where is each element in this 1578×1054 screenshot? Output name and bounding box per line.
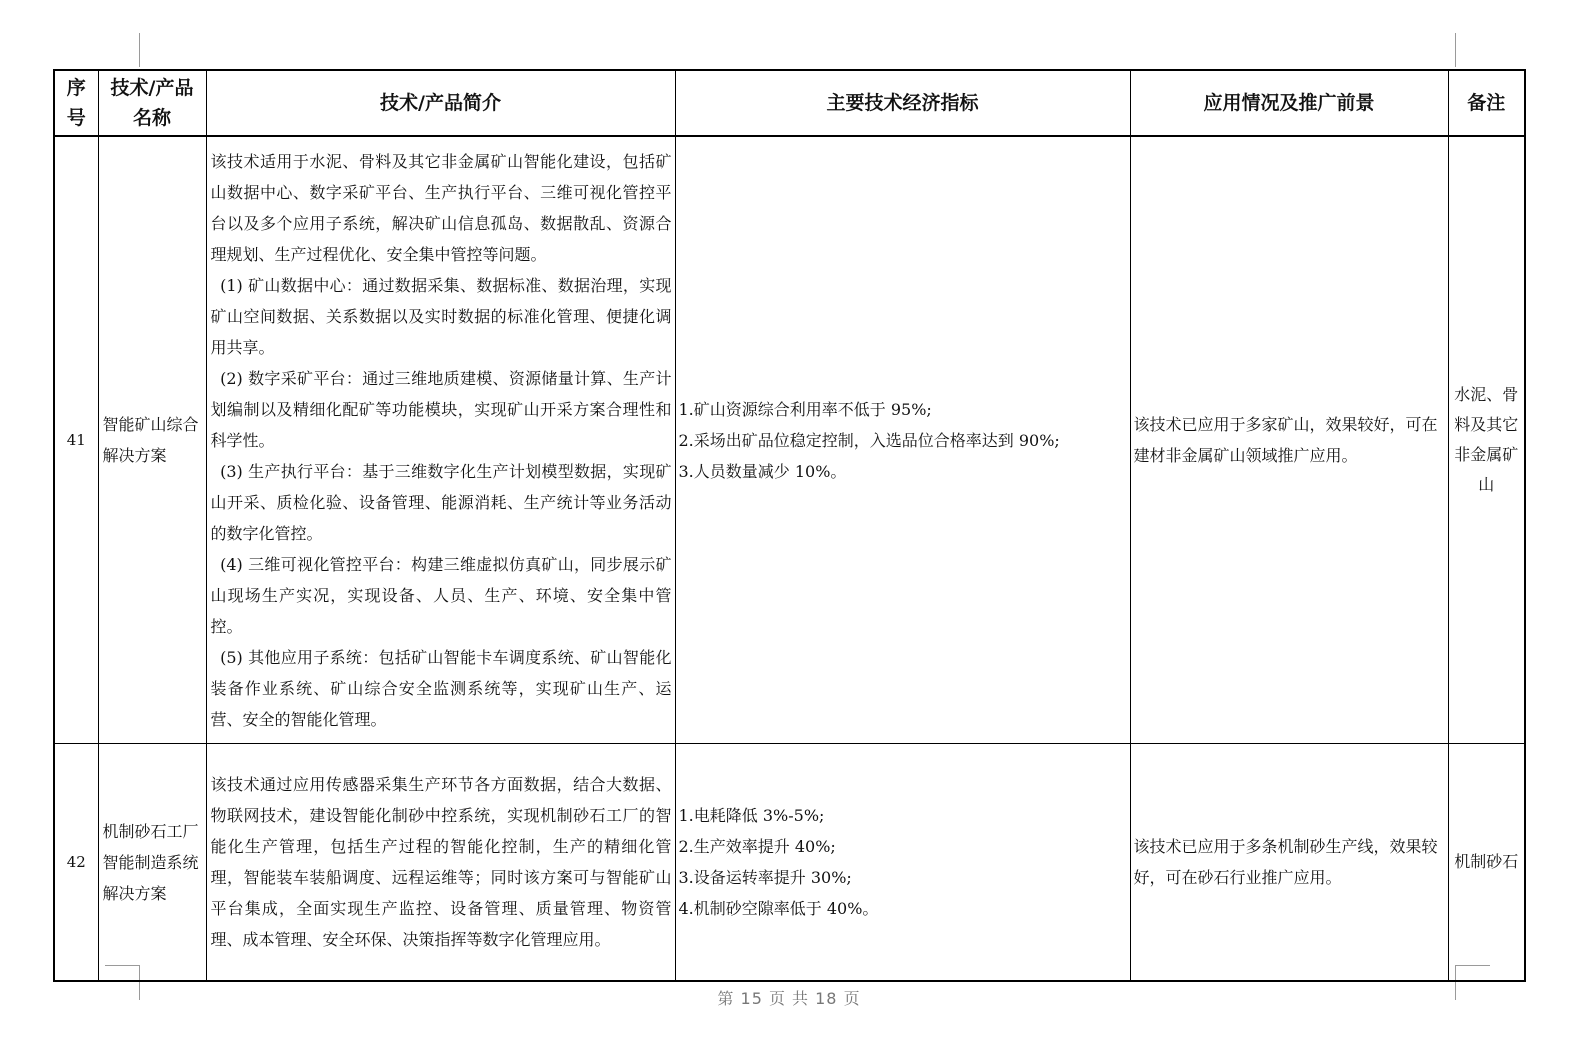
intro-paragraph: (1) 矿山数据中心：通过数据采集、数据标准、数据治理，实现矿山空间数据、关系数据以及实时数据的标准化管理、便捷化调用共享。 xyxy=(210,275,672,357)
row-name: 智能矿山综合解决方案 xyxy=(98,136,206,744)
row-metrics xyxy=(675,136,1130,744)
page-footer: 第 15 页 共 18 页 xyxy=(717,989,861,1008)
header-metrics: 主要技术经济指标 xyxy=(675,70,1130,136)
metric-item: 2.采场出矿品位稳定控制，入选品位合格率达到 90%; xyxy=(678,430,1060,450)
row-application: 该技术已应用于多条机制砂生产线，效果较好，可在砂石行业推广应用。 xyxy=(1130,744,1448,982)
intro-paragraph: (3) 生产执行平台：基于三维数字化生产计划模型数据，实现矿山开采、质检化验、设备管理、能源消耗、生产统计等业务活动的数字化管控。 xyxy=(210,461,672,543)
table-row xyxy=(54,136,1525,744)
row-seq: 41 xyxy=(54,136,98,744)
intro-paragraph: (2) 数字采矿平台：通过三维地质建模、资源储量计算、生产计划编制以及精细化配矿等功能模块，实现矿山开采方案合理性和科学性。 xyxy=(210,368,672,450)
row-name: 机制砂石工厂智能制造系统解决方案 xyxy=(98,744,206,982)
row-application: 该技术已应用于多家矿山，效果较好，可在建材非金属矿山领域推广应用。 xyxy=(1130,136,1448,744)
header-application: 应用情况及推广前景 xyxy=(1130,70,1448,136)
metric-item: 4.机制砂空隙率低于 40%。 xyxy=(678,899,879,918)
intro-paragraph: (5) 其他应用子系统：包括矿山智能卡车调度系统、矿山智能化装备作业系统、矿山综合安全监测系统等，实现矿山生产、运营、安全的智能化管理。 xyxy=(210,647,672,729)
metric-item: 1.电耗降低 3%-5%; xyxy=(678,806,825,825)
header-seq: 序号 xyxy=(54,70,98,136)
row-remarks: 水泥、骨料及其它非金属矿山 xyxy=(1448,136,1525,744)
technology-table xyxy=(53,69,1526,982)
row-metrics xyxy=(675,744,1130,982)
metric-item: 3.人员数量减少 10%。 xyxy=(678,461,847,481)
crop-mark-top-left xyxy=(139,33,140,67)
row-intro xyxy=(206,744,675,982)
header-remarks: 备注 xyxy=(1448,70,1525,136)
intro-paragraph: 该技术通过应用传感器采集生产环节各方面数据，结合大数据、物联网技术，建设智能化制砂中控系统，实现机制砂石工厂的智能化生产管理，包括生产过程的智能化控制，生产的精细化管理，智能装车装船调度、远程运维等；同时该方案可与智能矿山平台集成，全面实现生产监控、设备管理、质量管理、物资管理、成本管理、安全环保、决策指挥等数字化管理应用。 xyxy=(210,775,672,949)
row-remarks: 机制砂石 xyxy=(1448,744,1525,982)
row-intro xyxy=(206,136,675,744)
intro-paragraph: (4) 三维可视化管控平台：构建三维虚拟仿真矿山，同步展示矿山现场生产实况，实现设备、人员、生产、环境、安全集中管控。 xyxy=(210,554,672,636)
header-intro: 技术/产品简介 xyxy=(206,70,675,136)
table-row xyxy=(54,744,1525,982)
row-seq: 42 xyxy=(54,744,98,982)
metric-item: 3.设备运转率提升 30%; xyxy=(678,868,852,887)
intro-paragraph: 该技术适用于水泥、骨料及其它非金属矿山智能化建设，包括矿山数据中心、数字采矿平台、生产执行平台、三维可视化管控平台以及多个应用子系统，解决矿山信息孤岛、数据散乱、资源合理规划、生产过程优化、安全集中管控等问题。 xyxy=(210,151,672,264)
crop-mark-top-right xyxy=(1455,33,1456,67)
metric-item: 1.矿山资源综合利用率不低于 95%; xyxy=(678,399,932,419)
header-name: 技术/产品名称 xyxy=(98,70,206,136)
table-header-row xyxy=(54,70,1525,136)
metric-item: 2.生产效率提升 40%; xyxy=(678,837,836,856)
